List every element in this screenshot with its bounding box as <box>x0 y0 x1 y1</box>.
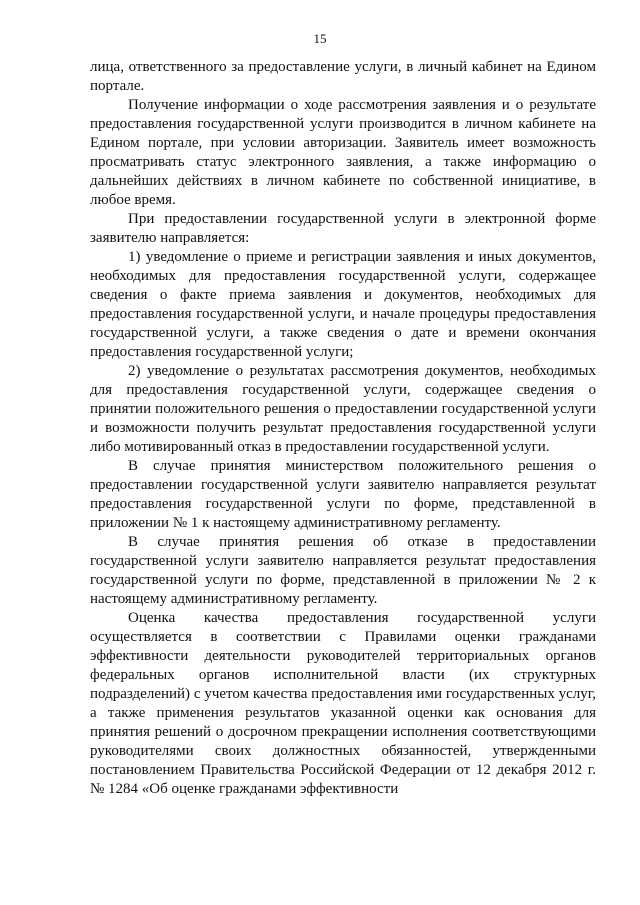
paragraph-electronic-form: При предоставлении государственной услуги в электронной форме заявителю направляется: <box>90 211 596 246</box>
paragraph-positive-decision: В случае принятия министерством положительного решения о предоставлении государственной услуги заявителю направляется результат предоставления государственной услуги по форме, представленной в приложении № 1 к настоящему административному регламенту. <box>90 458 596 531</box>
page-number: 15 <box>313 31 327 46</box>
paragraph-quality-assessment: Оценка качества предоставления государственной услуги осуществляется в соответствии с Правилами оценки гражданами эффективности деятельности руководителей территориальных органов федеральных органов исполнительной власти (их структурных подразделений) с учетом качества предоставления ими государственных услуг, а также применения результатов указанной оценки как основания для принятия решений о досрочном прекращении исполнения соответствующими руководителями своих должностных обязанностей, утвержденными постановлением Правительства Российской Федерации от 12 декабря 2012 г. № 1284 «Об оценке гражданами эффективности <box>90 610 596 797</box>
paragraph-continuation: лица, ответственного за предоставление услуги, в личный кабинет на Едином портале. <box>90 59 596 94</box>
paragraph-refusal-decision: В случае принятия решения об отказе в предоставлении государственной услуги заявителю направляется результат предоставления государственной услуги по форме, представленной в приложении № 2 к настоящему административному регламенту. <box>90 534 596 607</box>
document-body <box>90 58 596 799</box>
paragraph-status-info: Получение информации о ходе рассмотрения заявления и о результате предоставления государственной услуги производится в личном кабинете на Едином портале, при условии авторизации. Заявитель имеет возможность просматривать статус электронного заявления, а также информацию о дальнейших действиях в личном кабинете по собственной инициативе, в любое время. <box>90 97 596 208</box>
list-item-2: 2) уведомление о результатах рассмотрения документов, необходимых для предоставления государственной услуги, содержащее сведения о принятии положительного решения о предоставлении государственной услуги и возможности получить результат предоставления государственной услуги либо мотивированный отказ в предоставлении государственной услуги. <box>90 363 596 455</box>
list-item-1: 1) уведомление о приеме и регистрации заявления и иных документов, необходимых для предоставления государственной услуги, содержащее сведения о факте приема заявления и документов, необходимых для предоставления государственной услуги, и начале процедуры предоставления государственной услуги, а также сведения о дате и времени окончания предоставления государственной услуги; <box>90 249 596 360</box>
